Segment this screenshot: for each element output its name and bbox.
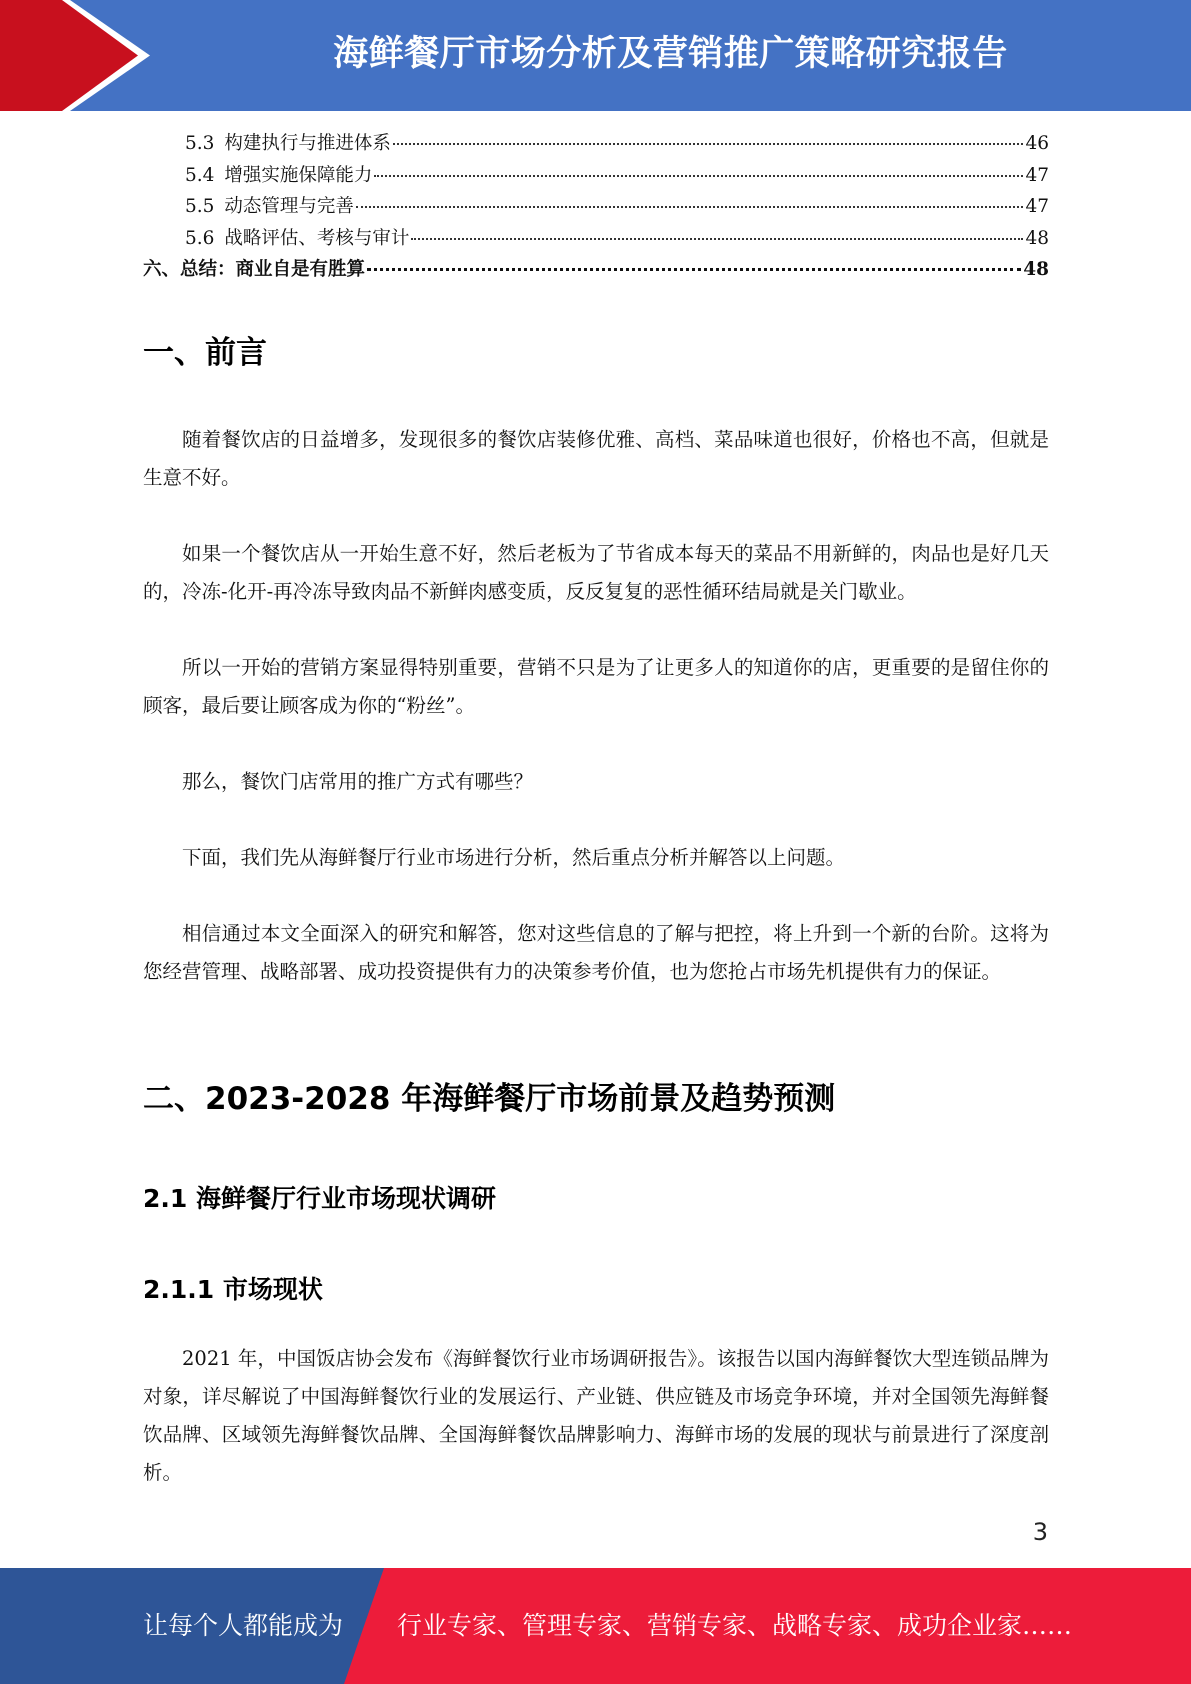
toc-entry-number: 5.5: [185, 196, 215, 217]
toc-leader-dots: [393, 143, 1024, 145]
toc-entry-label: 六、总结：商业自是有胜算: [143, 259, 366, 280]
toc-entry-label: 增强实施保障能力: [224, 164, 373, 186]
body-paragraph: 相信通过本文全面深入的研究和解答，您对这些信息的了解与把控，将上升到一个新的台阶。这将为您经营管理、战略部署、成功投资提供有力的决策参考价值，也为您抢占市场先机提供有力的保证。: [143, 922, 1049, 983]
toc-entry[interactable]: [143, 191, 1049, 223]
subsubsection-heading: 2.1.1 市场现状: [143, 1275, 323, 1304]
toc-entry-label: 战略评估、考核与审计: [224, 227, 410, 249]
toc-entry-number: 5.6: [185, 227, 215, 249]
toc-entry-page: 47: [1025, 196, 1049, 217]
header-chevron-decoration: [0, 0, 160, 111]
section-heading-preface: 一、前言: [143, 335, 267, 371]
toc-entry[interactable]: [143, 128, 1049, 160]
subsection-heading: 2.1 海鲜餐厅行业市场现状调研: [143, 1184, 496, 1213]
toc-entry-number: 5.3: [185, 133, 215, 154]
toc-leader-dots: [411, 238, 1023, 240]
body-paragraph: 那么，餐饮门店常用的推广方式有哪些？: [182, 770, 534, 793]
toc-entry[interactable]: [143, 223, 1049, 255]
footer-roles: 行业专家、管理专家、营销专家、战略专家、成功企业家……: [397, 1611, 1073, 1640]
body-paragraph: 下面，我们先从海鲜餐厅行业市场进行分析，然后重点分析并解答以上问题。: [182, 846, 846, 869]
toc-entry-label: 构建执行与推进体系: [224, 133, 391, 154]
body-paragraph: 所以一开始的营销方案显得特别重要，营销不只是为了让更多人的知道你的店，更重要的是留住你的顾客，最后要让顾客成为你的“粉丝”。: [143, 656, 1049, 717]
toc-entry-chapter[interactable]: [143, 254, 1049, 286]
toc-entry[interactable]: [143, 160, 1049, 192]
toc-entry-number: 5.4: [185, 164, 215, 186]
page-footer: [0, 1568, 1191, 1684]
body-paragraph: 随着餐饮店的日益增多，发现很多的餐饮店装修优雅、高档、菜品味道也很好，价格也不高，但就是生意不好。: [143, 428, 1049, 489]
section-heading-forecast: 二、2023-2028 年海鲜餐厅市场前景及趋势预测: [143, 1081, 836, 1117]
toc-entry-page: 46: [1025, 133, 1049, 154]
table-of-contents: [143, 128, 1049, 286]
report-title: 海鲜餐厅市场分析及营销推广策略研究报告: [333, 34, 1008, 74]
toc-leader-dots: [356, 206, 1024, 208]
toc-leader-dots: [374, 175, 1023, 177]
body-paragraph: 如果一个餐饮店从一开始生意不好，然后老板为了节省成本每天的菜品不用新鲜的，肉品也是好几天的，冷冻-化开-再冷冻导致肉品不新鲜肉感变质，反反复复的恶性循环结局就是关门歇业。: [143, 542, 1049, 603]
toc-entry-label: 动态管理与完善: [224, 196, 354, 217]
toc-entry-page: 48: [1023, 259, 1049, 280]
body-paragraph: 2021 年，中国饭店协会发布《海鲜餐饮行业市场调研报告》。该报告以国内海鲜餐饮大型连锁品牌为对象，详尽解说了中国海鲜餐饮行业的发展运行、产业链、供应链及市场竞争环境，并对全国领先海鲜餐饮品牌、区域领先海鲜餐饮品牌、全国海鲜餐饮品牌影响力、海鲜市场的发展的现状与前景进行了深度剖析。: [143, 1347, 1049, 1484]
footer-slogan: 让每个人都能成为: [143, 1611, 344, 1640]
toc-leader-dots: [367, 268, 1021, 271]
page-header: [0, 0, 1191, 111]
toc-entry-page: 47: [1025, 164, 1049, 186]
page-number: 3: [1032, 1518, 1048, 1546]
toc-entry-page: 48: [1025, 227, 1049, 249]
